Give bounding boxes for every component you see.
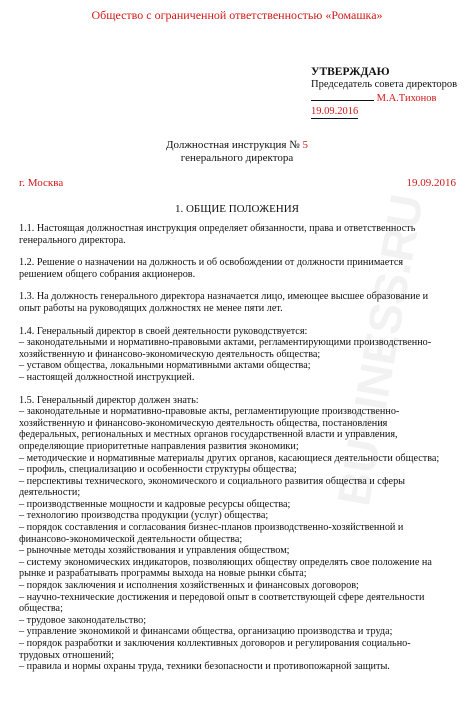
text-line: – уставом общества, локальными нормативными актами общества; <box>19 360 311 372</box>
text-line: 1.4. Генеральный директор в своей деятельности руководствуется: <box>19 325 308 337</box>
text-line: рынке и разрабатывать программы выхода на новые рынки сбыта; <box>19 568 307 580</box>
text-line: – профиль, специализацию и особенности структуры общества; <box>19 464 297 476</box>
text-line: генерального директора. <box>19 234 126 246</box>
text-line: деятельности; <box>19 487 81 499</box>
text-line: трудовых отношений; <box>19 649 115 661</box>
text-line: – управление экономикой и финансами общества, организацию производства и труда; <box>19 626 393 638</box>
watermark: BUSINESS.RU <box>327 190 433 510</box>
place-date-row <box>19 177 456 189</box>
approval-heading: УТВЕРЖДАЮ <box>311 66 390 78</box>
text-line: – перспективы технического, экономического и социального развития общества и сферы <box>19 475 406 487</box>
title-prefix: Должностная инструкция № <box>165 139 300 151</box>
text-line: опыт работы на руководящих должностях не менее пяти лет. <box>19 302 283 314</box>
text-line: определяющие приоритетные направления развития экономики; <box>19 440 299 452</box>
approval-date: 19.09.2016 <box>311 106 358 120</box>
text-line: – законодательные и нормативно-правовые акты, регламентирующие производственно- <box>19 406 400 418</box>
text-line: – порядок разработки и заключения коллективных договоров и регулирования социально- <box>19 638 411 649</box>
signature-line <box>311 91 374 101</box>
company-name: Общество с ограниченной ответственностью «Ромашка» <box>91 8 383 22</box>
text-line: – трудовое законодательство; <box>19 614 147 626</box>
paragraph <box>19 291 459 314</box>
text-line: – научно-технические достижения и передовой опыт в соответствующей сфере деятельности <box>19 591 425 603</box>
text-line: 1.1. Настоящая должностная инструкция определяет обязанности, права и ответственность <box>19 223 416 234</box>
text-line: – законодательными и нормативно-правовыми актами, регламентирующими производственно- <box>19 337 432 349</box>
document-date: 19.09.2016 <box>406 177 456 189</box>
text-line: общества; <box>19 603 63 615</box>
paragraph <box>19 257 459 280</box>
text-line: – настоящей должностной инструкцией. <box>19 371 195 383</box>
document-title <box>0 139 474 165</box>
text-line: – производственные мощности и кадровые ресурсы общества; <box>19 498 291 510</box>
text-line: – технологию производства продукции (услуг) общества; <box>19 510 269 522</box>
text-line: 1.3. На должность генерального директора назначается лицо, имеющее высшее образование и <box>19 291 429 303</box>
text-line: хозяйственную и финансово-экономическую деятельность общества, постановления <box>19 417 388 429</box>
document-place: г. Москва <box>19 177 64 189</box>
text-line: решением общего собрания акционеров. <box>19 268 196 280</box>
text-line: финансово-экономической деятельности общества; <box>19 533 243 545</box>
text-line: – правила и нормы охраны труда, техники безопасности и противопожарной защиты. <box>19 661 390 673</box>
document-number: 5 <box>302 139 308 151</box>
paragraph <box>19 223 459 246</box>
text-line: – рыночные методы хозяйствования и управления обществом; <box>19 545 290 557</box>
document-body <box>19 223 459 684</box>
paragraph <box>19 395 459 673</box>
title-subtitle: генерального директора <box>180 152 294 164</box>
approval-block <box>311 66 457 119</box>
paragraph <box>19 326 459 384</box>
text-line: 1.5. Генеральный директор должен знать: <box>19 394 199 406</box>
text-line: 1.2. Решение о назначении на должность и об освобождении от должности принимается <box>19 257 404 269</box>
text-line: федеральных, региональных и местных органов государственной власти и управления, <box>19 429 398 441</box>
approval-signer: М.А.Тихонов <box>376 93 437 104</box>
text-line: – систему экономических индикаторов, позволяющих обществу определять свое положение на <box>19 556 432 568</box>
section-heading: 1. ОБЩИЕ ПОЛОЖЕНИЯ <box>174 203 300 215</box>
text-line: хозяйственную и финансово-экономическую деятельность общества; <box>19 348 321 360</box>
approval-signature-row <box>311 91 457 106</box>
text-line: – порядок заключения и исполнения хозяйственных и финансовых договоров; <box>19 580 359 592</box>
text-line: – методические и нормативные материалы других органов, касающиеся деятельности общества; <box>19 452 440 464</box>
approval-position: Председатель совета директоров <box>311 78 458 90</box>
text-line: – порядок составления и согласования бизнес-планов производственно-хозяйственной и <box>19 522 404 534</box>
